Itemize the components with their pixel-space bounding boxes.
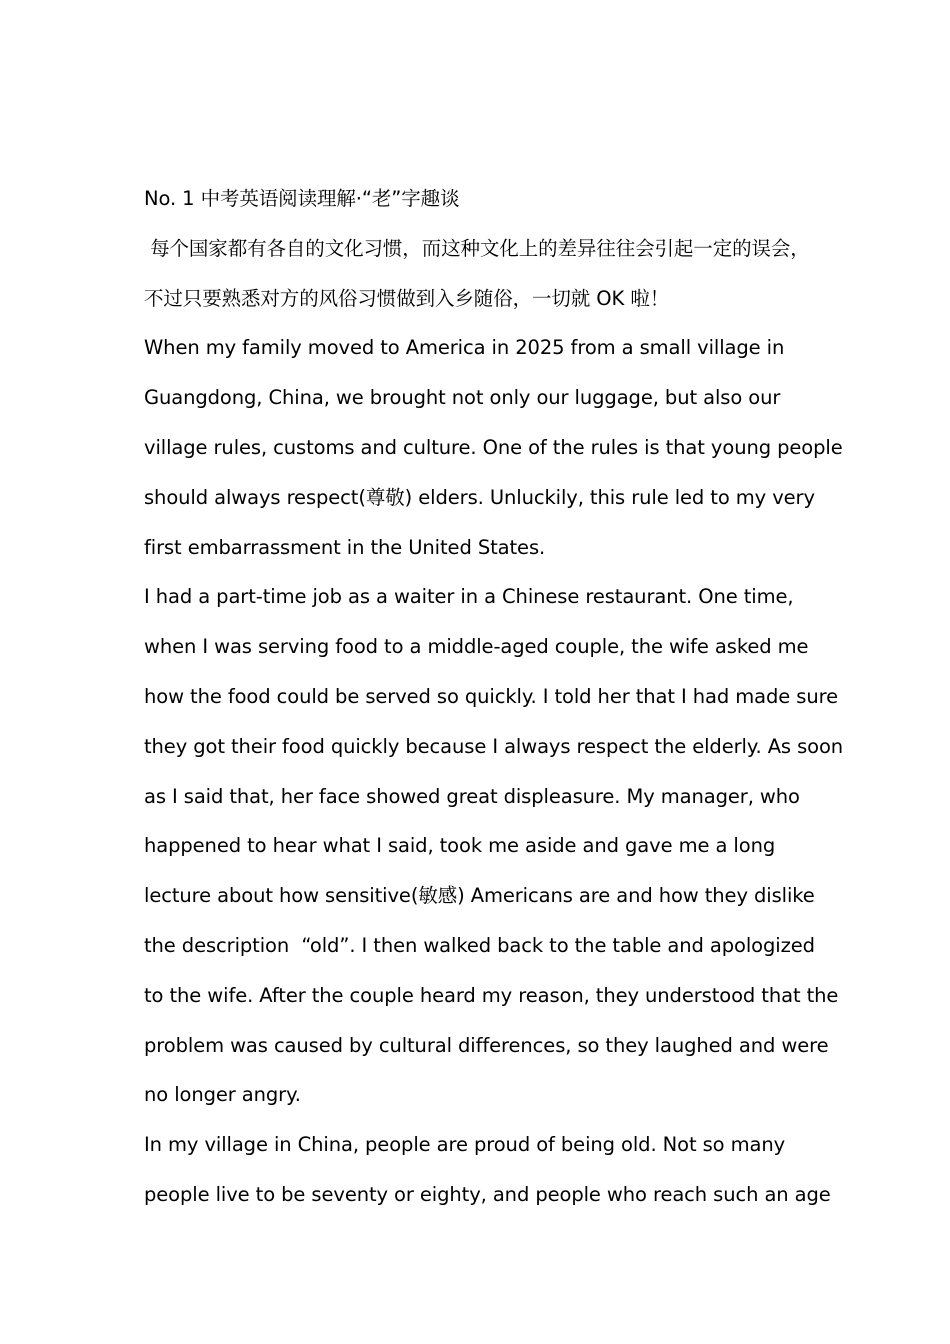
document-body [144, 174, 844, 1220]
paragraph-line: to the wife. After the couple heard my reason, they understood that the [144, 983, 839, 1007]
paragraph-line: should always respect(尊敬) elders. Unluckily, this rule led to my very [144, 485, 815, 509]
paragraph-line: village rules, customs and culture. One of the rules is that young people [144, 435, 843, 459]
paragraph-line: when I was serving food to a middle-aged couple, the wife asked me [144, 635, 809, 659]
paragraph-line: happened to hear what I said, took me aside and gave me a long [144, 834, 776, 858]
paragraph-line: problem was caused by cultural differences, so they laughed and were [144, 1033, 829, 1057]
paragraph-line: In my village in China, people are proud of being old. Not so many [144, 1133, 786, 1157]
paragraph-line: lecture about how sensitive(敏感) Americans are and how they dislike [144, 884, 815, 908]
paragraph-line: Guangdong, China, we brought not only our luggage, but also our [144, 386, 781, 410]
document-title: No. 1 中考英语阅读理解·“老”字趣谈 [144, 187, 460, 210]
paragraph-3 [144, 1120, 831, 1220]
paragraph-line: they got their food quickly because I always respect the elderly. As soon [144, 734, 844, 758]
paragraph-2 [144, 572, 844, 1120]
intro-line: 每个国家都有各自的文化习惯，而这种文化上的差异往往会引起一定的误会， [144, 236, 810, 260]
paragraph-line: how the food could be served so quickly. I told her that I had made sure [144, 684, 838, 708]
paragraph-line: no longer angry. [144, 1083, 301, 1107]
paragraph-line: as I said that, her face showed great displeasure. My manager, who [144, 784, 800, 808]
paragraph-line: I had a part-time job as a waiter in a Chinese restaurant. One time, [144, 585, 794, 609]
paragraph-line: When my family moved to America in 2025 from a small village in [144, 336, 785, 360]
intro-line: 不过只要熟悉对方的风俗习惯做到入乡随俗，一切就 OK 啦！ [144, 286, 670, 310]
paragraph-line: the description “old”. I then walked back to the table and apologized [144, 933, 815, 957]
paragraph-line: people live to be seventy or eighty, and people who reach such an age [144, 1182, 831, 1206]
paragraph-1 [144, 323, 843, 572]
paragraph-line: first embarrassment in the United States. [144, 535, 546, 559]
